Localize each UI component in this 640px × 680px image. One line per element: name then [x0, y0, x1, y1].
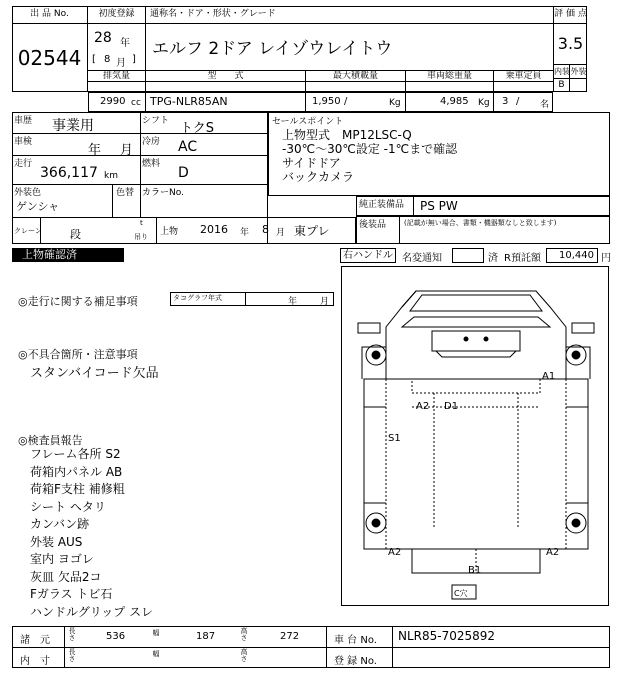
- recycle-unit: 円: [601, 253, 611, 264]
- sales-line: サイドドア: [282, 156, 341, 170]
- capacity-label: 乗車定員: [505, 71, 542, 81]
- upper-year: 2016: [200, 223, 228, 236]
- tacho-year: 年: [288, 297, 298, 307]
- diagram-mark: A2: [416, 401, 430, 412]
- gross-weight-value: 4,985: [440, 96, 469, 107]
- max-load-value: 1,950: [312, 96, 341, 107]
- inspector-lines: [30, 446, 153, 621]
- height-label: 高さ: [240, 627, 248, 641]
- chassis-value: NLR85-7025892: [398, 629, 496, 643]
- history-value: 事業用: [52, 118, 94, 134]
- inspection-label: 車検: [14, 137, 33, 147]
- score-value: 3.5: [553, 24, 587, 64]
- inspector-line: ハンドルグリップ スレ: [30, 604, 154, 619]
- displacement-value: 2990: [100, 96, 126, 107]
- lot-label: 出 品 No.: [12, 6, 88, 24]
- capacity-value: 3: [502, 96, 509, 107]
- mileage-unit: km: [104, 171, 118, 181]
- interior-dim-label: 内 寸: [20, 656, 50, 667]
- recycle-status: 済: [488, 253, 498, 264]
- model-label: 型 式: [146, 71, 306, 81]
- color-change-label: 色替: [116, 188, 135, 198]
- ac-label: 冷房: [142, 137, 161, 147]
- crane-label: クレーン: [14, 227, 42, 235]
- mileage-label: 走行: [14, 159, 33, 169]
- length-value: 536: [106, 631, 126, 642]
- inspector-line: Fガラス トビ石: [30, 587, 113, 601]
- diagram-bottom-label: C穴: [454, 589, 468, 598]
- width-value: 187: [196, 631, 216, 642]
- reg-month-unit: 月: [116, 58, 126, 69]
- max-load-label: 最大積載量: [306, 71, 406, 81]
- displacement-unit: cc: [131, 98, 141, 108]
- diagram-mark: S1: [388, 433, 401, 444]
- diagram-mark: B1: [468, 565, 482, 576]
- truck-diagram: [342, 267, 610, 607]
- defect-line: スタンバイコード欠品: [30, 366, 159, 381]
- name-change-box: [452, 248, 484, 263]
- driving-heading: ◎走行に関する補足事項: [18, 295, 138, 308]
- inspector-heading: ◎検査員報告: [18, 434, 83, 447]
- first-reg-cell: 28 年 [ 8 月 ]: [88, 24, 146, 70]
- upper-label: 上物: [160, 227, 179, 237]
- upper-check-badge: 上物確認済: [12, 248, 124, 262]
- recycle-amount: 10,440: [546, 248, 598, 263]
- inspector-line: カンバン跡: [30, 517, 90, 531]
- in-width-label: 幅: [152, 650, 160, 657]
- crane-lift: 吊り: [134, 233, 148, 241]
- sales-label: セールスポイント: [272, 117, 344, 127]
- reg-label: 登 録 No.: [334, 656, 377, 667]
- inspector-line: 外装 AUS: [30, 534, 83, 549]
- sales-line: 上物型式 MP12LSC-Q: [282, 128, 412, 142]
- lot-number: 02544: [12, 24, 88, 92]
- sales-lines: [282, 128, 602, 184]
- color-no-label: カラーNo.: [142, 188, 184, 198]
- capacity-unit: 名: [540, 100, 550, 110]
- diagram-frame: [341, 266, 609, 606]
- upper-month-unit: 月: [276, 228, 286, 238]
- ext-color-label: 外装色: [14, 188, 42, 198]
- defect-heading: ◎不具合箇所・注意事項: [18, 348, 138, 361]
- mileage-value: 366,117: [40, 165, 98, 181]
- inspector-line: シート ヘタリ: [30, 499, 106, 514]
- exterior-grade: [570, 78, 587, 92]
- upper-month: 8: [262, 223, 269, 236]
- capacity-sep: /: [516, 96, 520, 107]
- equip-value: PS PW: [420, 199, 458, 213]
- history-label: 車歴: [14, 116, 33, 126]
- reg-year: 28: [94, 30, 112, 46]
- tacho-label: タコグラフ年式: [170, 292, 246, 306]
- displacement-label: 排気量: [88, 71, 146, 81]
- inspector-line: 室内 ヨゴレ: [30, 552, 94, 566]
- max-load-unit: Kg: [389, 98, 401, 108]
- in-length-label: 長さ: [68, 648, 76, 662]
- crane-tier: 段: [70, 228, 81, 241]
- inspector-line: 荷箱内パネル AB: [30, 464, 123, 479]
- inspector-line: フレーム各所 S2: [30, 447, 121, 461]
- inspector-line: 灰皿 欠品2コ: [30, 569, 102, 584]
- recycle-label: R預託額: [504, 253, 541, 264]
- retrofit-label: 後装品: [356, 216, 400, 244]
- score-label: 評 価 点: [553, 6, 587, 24]
- gross-weight-unit: Kg: [478, 98, 490, 108]
- exterior-grade-label: 外装: [570, 64, 587, 78]
- first-reg-label: 初度登録: [88, 6, 146, 24]
- ac-value: AC: [178, 139, 198, 155]
- specs-label: 諸 元: [20, 635, 50, 646]
- inspection-year: 年: [88, 143, 102, 158]
- model-value: TPG-NLR85AN: [150, 95, 228, 108]
- max-load-sep: /: [344, 96, 348, 107]
- shift-label: シフト: [142, 116, 170, 126]
- equip-label: 純正装備品: [356, 196, 414, 216]
- length-label: 長さ: [68, 627, 76, 641]
- width-label: 幅: [152, 629, 160, 636]
- reg-month: 8: [104, 54, 111, 65]
- ext-color-value: ゲンシャ: [16, 200, 60, 213]
- sales-line: -30℃～30℃設定 -1℃まで確認: [282, 142, 458, 156]
- diagram-mark: A2: [546, 547, 560, 558]
- crane-ton: t: [140, 219, 143, 227]
- inspector-line: 荷箱F支柱 補修粗: [30, 482, 125, 496]
- diagram-mark: D1: [444, 401, 459, 412]
- reg-year-unit: 年: [120, 38, 130, 49]
- name-change-label: 名変通知: [402, 253, 442, 264]
- fuel-value: D: [178, 165, 189, 181]
- upper-maker: 東プレ: [294, 224, 330, 238]
- in-height-label: 高さ: [240, 648, 248, 662]
- height-value: 272: [280, 631, 300, 642]
- gross-weight-label: 車両総重量: [406, 71, 494, 81]
- upper-year-unit: 年: [240, 228, 250, 238]
- diagram-mark: A1: [542, 371, 556, 382]
- interior-grade: B: [553, 78, 570, 92]
- tacho-month: 月: [320, 297, 330, 307]
- chassis-label: 車 台 No.: [334, 635, 377, 646]
- sales-line: バックカメラ: [282, 170, 355, 184]
- handle-badge: 右ハンドル: [340, 248, 396, 263]
- diagram-mark: A2: [388, 547, 402, 558]
- retrofit-note: (記載が無い場合、書類・機器類なしと致します): [404, 219, 557, 227]
- shift-value: トクS: [180, 121, 214, 136]
- fuel-label: 燃料: [142, 159, 161, 169]
- inspection-month: 月: [120, 143, 134, 158]
- vehicle-title: エルフ 2ドア レイゾウレイトウ: [152, 39, 393, 59]
- interior-grade-label: 内装: [553, 64, 570, 78]
- name-label: 通称名・ドア・形状・グレード: [146, 6, 553, 24]
